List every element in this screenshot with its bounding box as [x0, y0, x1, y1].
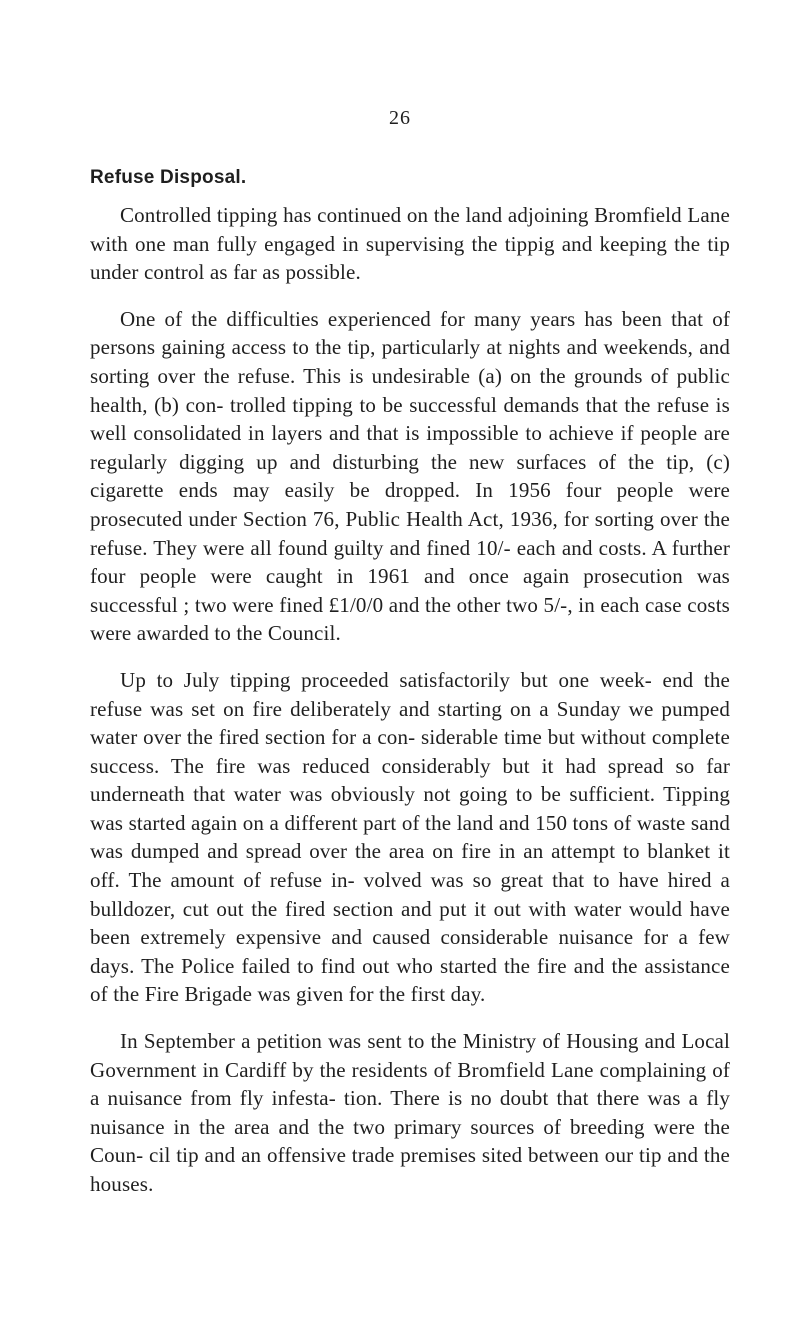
paragraph-fly-nuisance-petition: In September a petition was sent to the Ministry of Housing and Local Government in Cardiff by the residents of Bromfield Lane complaining of a nuisance from fly infesta- tion. There is no doubt that there was a fly nuisance in the area and the two primary sources of breeding were the Coun- cil tip and an offensive trade premises sited between our tip and the houses. [90, 1029, 730, 1196]
section-heading: Refuse Disposal. [90, 167, 247, 188]
paragraph-controlled-tipping: Controlled tipping has continued on the land adjoining Bromfield Lane with one man fully engaged in supervising the tippig and keeping the tip under control as far as possible. [90, 203, 730, 285]
section-refuse-disposal [90, 167, 730, 1217]
paragraph-tip-fire: Up to July tipping proceeded satisfactorily but one week- end the refuse was set on fire deliberately and starting on a Sunday we pumped water over the fired section for a con- siderable time but without complete success. The fire was reduced considerably but it had spread so far underneath that water was obviously not going to be sufficient. Tipping was started again on a different part of the land and 150 tons of waste sand was dumped and spread over the area on fire in an attempt to blanket it off. The amount of refuse in- volved was so great that to have hired a bulldozer, cut out the fired section and put it out with water would have been extremely expensive and caused considerable nuisance for a few days. The Police failed to find out who started the fire and the assistance of the Fire Brigade was given for the first day. [90, 667, 730, 1007]
paragraph-access-difficulties: One of the difficulties experienced for many years has been that of persons gaining access to the tip, particularly at nights and weekends, and sorting over the refuse. This is undesirable (a) on the grounds of public health, (b) con- trolled tipping to be successful demands that the refuse is well consolidated in layers and that is impossible to achieve if people are regularly digging up and disturbing the new surfaces of the tip, (c) cigarette ends may easily be dropped. In 1956 four people were prosecuted under Section 76, Public Health Act, 1936, for sorting over the refuse. They were all found guilty and fined 10/- each and costs. A further four people were caught in 1961 and once again prosecution was successful ; two were fined £1/0/0 and the other two 5/-, in each case costs were awarded to the Council. [90, 306, 730, 646]
page-number: 26 [389, 107, 411, 129]
